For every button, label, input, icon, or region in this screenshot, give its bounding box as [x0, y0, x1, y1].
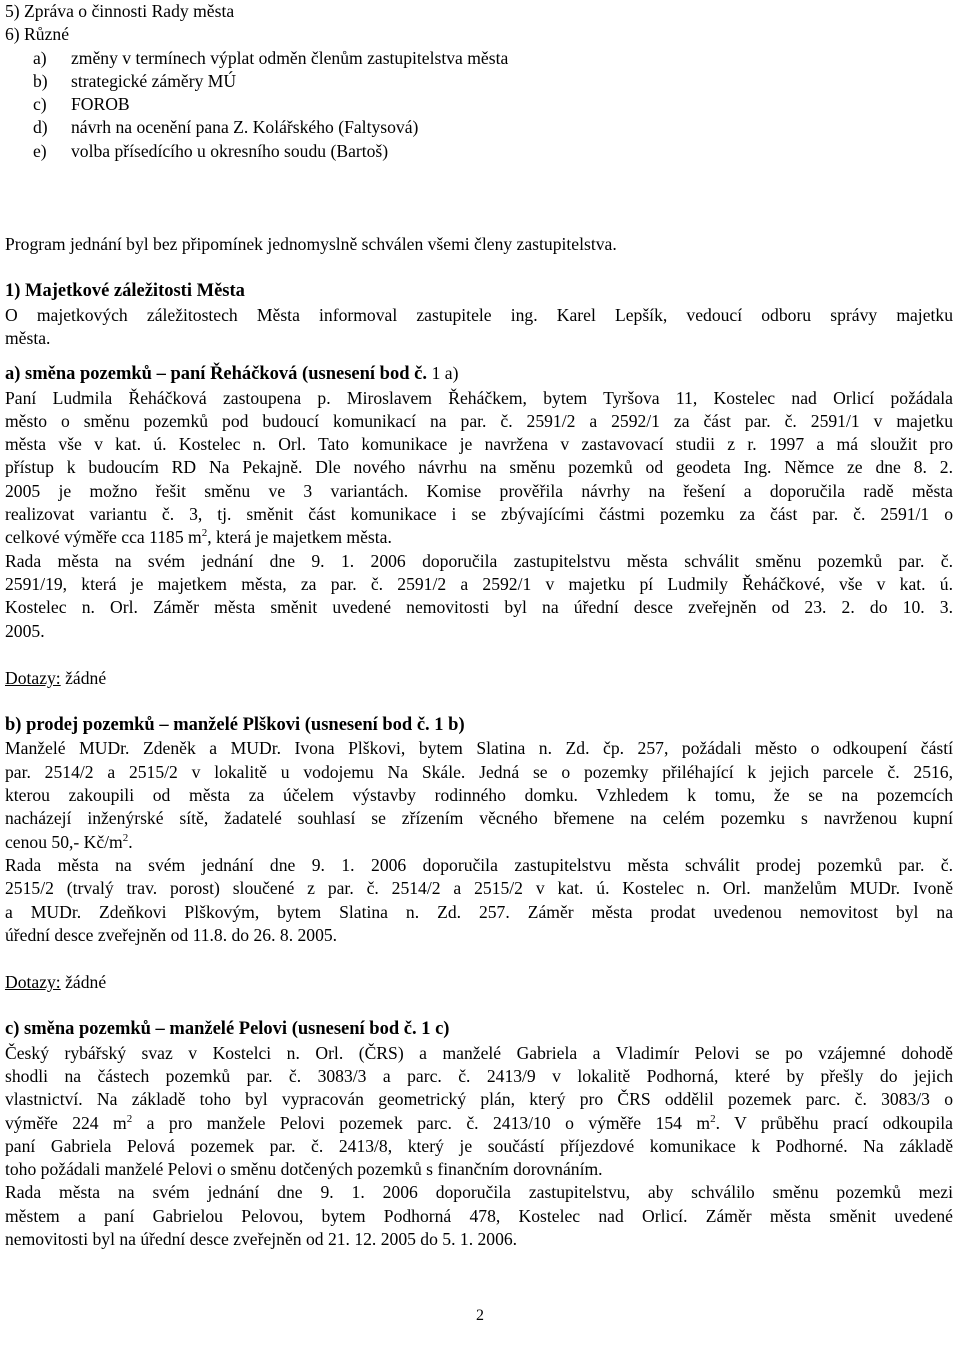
agenda-subitem-label: c) — [33, 94, 47, 115]
paragraph-line: kterou zakoupili od města za účelem výstavby rodinného domku. Vzhledem k tomu, že se na pozemcích — [5, 785, 953, 806]
paragraph-line: Rada města na svém jednání dne 9. 1. 2006 doporučila zastupitelstvu, aby schválilo směnu pozemků mezi — [5, 1182, 953, 1203]
paragraph-line: 2591/19, která je majetkem města, za par. č. 2591/2 a 2592/1 v majetku pí Ludmily Řeháčkové, vše v kat. ú. — [5, 573, 953, 594]
agenda-subitem-text: návrh na ocenění pana Z. Kolářského (Faltysová) — [71, 117, 419, 138]
agenda-subitem-text: FOROB — [71, 94, 130, 115]
agenda-subitem-label: d) — [33, 117, 48, 138]
spacer — [5, 690, 953, 714]
spacer — [5, 947, 953, 971]
questions-label: Dotazy: — [5, 667, 61, 688]
paragraph-line: Paní Ludmila Řeháčková zastoupena p. Miroslavem Řeháčkem, bytem Tyršova 11, Kostelec nad Orlicí požádala — [5, 387, 953, 408]
paragraph-line: město o směnu pozemků pod budoucí komunikací na par. č. 2591/2 a 2592/1 za část par. č. 2591/1 v majetku — [5, 410, 953, 431]
questions-value: žádné — [65, 667, 107, 688]
agenda-subitem-text: strategické záměry MÚ — [71, 70, 237, 91]
superscript: 2 — [201, 527, 208, 540]
text: . — [128, 831, 133, 852]
program-approval: Program jednání byl bez připomínek jednomyslně schválen všemi členy zastupitelstva. — [5, 234, 617, 255]
paragraph-line: přístup k budoucím RD Na Pekajně. Dle nového návrhu na směnu pozemků od geodeta Ing. Němce ze dne 8. 2. — [5, 457, 953, 478]
agenda-item-6: 6) Různé — [5, 24, 70, 45]
paragraph-line: 2005 je možno řešit směnu ve 3 variantách. Komise prověřila návrhy na řešení a doporučila radě města — [5, 480, 953, 501]
paragraph-line: města vše v kat. ú. Kostelec n. Orl. Tato komunikace je navržena v zastavovací studii z r. 1997 a má sloužit pro — [5, 434, 953, 455]
paragraph-line: paní Gabriela Pelová pozemek par. č. 2413/8, který je součástí příjezdové komunikace k Podhorné. Na základě — [5, 1135, 953, 1156]
text: celkové výměře cca 1185 m — [5, 527, 202, 548]
superscript: 2 — [710, 1112, 716, 1125]
spacer — [5, 643, 953, 667]
text: výměře 224 m — [5, 1112, 127, 1133]
paragraph-line: Rada města na svém jednání dne 9. 1. 2006 doporučila zastupitelstvu města schválit prodej pozemků par. č. — [5, 854, 953, 875]
paragraph-line: nacházejí inženýrské sítě, žadatelé souhlasí se zřízením věcného břemene na celém pozemku s navrženou kupní — [5, 808, 953, 829]
subsection-heading-c: c) směna pozemků – manželé Pelovi (usnesení bod č. 1 c) — [5, 1019, 450, 1040]
paragraph-line: toho požádali manželé Pelovi o směnu dotčených pozemků s finančním dorovnáním. — [5, 1159, 603, 1180]
spacer — [5, 163, 953, 233]
questions-line — [5, 971, 953, 994]
agenda-subitem-text: volba přísedícího u okresního soudu (Bartoš) — [71, 140, 389, 161]
document-page — [5, 0, 953, 1251]
agenda-subitem-label: e) — [33, 140, 47, 161]
paragraph-line: nemovitosti byl na úřední desce zveřejněn od 21. 12. 2005 do 5. 1. 2006. — [5, 1229, 518, 1250]
spacer — [5, 256, 953, 280]
paragraph-line: města. — [5, 327, 51, 348]
paragraph-line: vlastnictví. Na základě toho byl vypracován geometrický plán, který pro ČRS oddělil pozemek parc. č. 3083/3 o — [5, 1089, 953, 1110]
agenda-subitem-label: a) — [33, 47, 47, 68]
text: cenou 50,- Kč/m — [5, 831, 123, 852]
agenda-subitem-label: b) — [33, 70, 48, 91]
paragraph-line — [5, 526, 953, 549]
paragraph-line: O majetkových záležitostech Města informoval zastupitele ing. Karel Lepšík, vedoucí odboru správy majetku — [5, 304, 953, 325]
agenda-subitem — [5, 93, 953, 116]
superscript: 2 — [126, 1112, 133, 1125]
paragraph-line: shodli na částech pozemků par. č. 3083/3 a parc. č. 2413/9 v lokalitě Podhorná, které by přešly do jejich — [5, 1065, 953, 1086]
spacer — [5, 350, 953, 362]
agenda-subitem — [5, 116, 953, 139]
paragraph-line — [5, 831, 953, 854]
heading-tail: 1 a) — [431, 363, 459, 384]
paragraph-line: 2005. — [5, 620, 45, 641]
agenda-item-5: 5) Zpráva o činnosti Rady města — [5, 1, 235, 21]
superscript: 2 — [122, 831, 129, 844]
section-heading: 1) Majetkové záležitosti Města — [5, 281, 245, 302]
heading-bold: a) směna pozemků – paní Řeháčková (usnesení bod č. — [5, 364, 427, 385]
subsection-heading-a — [5, 362, 953, 386]
paragraph-line: Rada města na svém jednání dne 9. 1. 2006 doporučila zastupitelstvu města schválit směnu pozemků par. č. — [5, 550, 953, 571]
agenda-subitem — [5, 47, 953, 70]
questions-value: žádné — [65, 972, 107, 993]
paragraph-line — [5, 1112, 953, 1135]
spacer — [5, 994, 953, 1018]
text: . V průběhu prací odkoupila — [715, 1112, 953, 1133]
paragraph-line: Kostelec n. Orl. Záměr města směnit uvedené nemovitosti byl na úřední desce zveřejněn od 23. 2. do 10. 3. — [5, 597, 953, 618]
subsection-heading-b: b) prodej pozemků – manželé Plškovi (usnesení bod č. 1 b) — [5, 715, 465, 736]
agenda-subitem-text: změny v termínech výplat odměn členům zastupitelstva města — [71, 47, 509, 68]
paragraph-line: realizovat variantu č. 3, tj. směnit část komunikace i se zbývajícími částmi pozemku za část par. č. 2591/1 o — [5, 504, 953, 525]
page-number: 2 — [476, 1307, 484, 1324]
agenda-subitem — [5, 140, 953, 163]
paragraph-line: par. 2514/2 a 2515/2 v lokalitě u vodojemu Na Skále. Jedná se o pozemky přiléhající k jejich parcele č. 2516, — [5, 761, 953, 782]
agenda-list — [5, 0, 953, 163]
paragraph-line: Manželé MUDr. Zdeněk a MUDr. Ivona Plškovi, bytem Slatina n. Zd. čp. 257, požádali město o odkoupení částí — [5, 738, 953, 759]
agenda-subitem — [5, 70, 953, 93]
questions-label: Dotazy: — [5, 972, 61, 993]
text: a pro manžele Pelovi pozemek parc. č. 2413/10 o výměře 154 m — [132, 1112, 711, 1133]
paragraph-line: městem a paní Gabrielou Pelovou, bytem Podhorná 478, Kostelec nad Orlicí. Záměr města směnit uvedené — [5, 1205, 953, 1226]
questions-line — [5, 667, 953, 690]
paragraph-line: Český rybářský svaz v Kostelci n. Orl. (ČRS) a manželé Gabriela a Vladimír Pelovi se po vzájemné dohodě — [5, 1042, 953, 1063]
paragraph-line: úřední desce zveřejněn od 11.8. do 26. 8. 2005. — [5, 924, 338, 945]
paragraph-line: a MUDr. Zdeňkovi Plškovým, bytem Slatina n. Zd. 257. Záměr města prodat uvedenou nemovitost byl na — [5, 901, 953, 922]
text: , která je majetkem města. — [207, 527, 392, 548]
paragraph-line: 2515/2 (trvalý trav. porost) sloučené z par. č. 2514/2 a 2515/2 v kat. ú. Kostelec n. Orl. manželům MUDr. Ivoně — [5, 878, 953, 899]
